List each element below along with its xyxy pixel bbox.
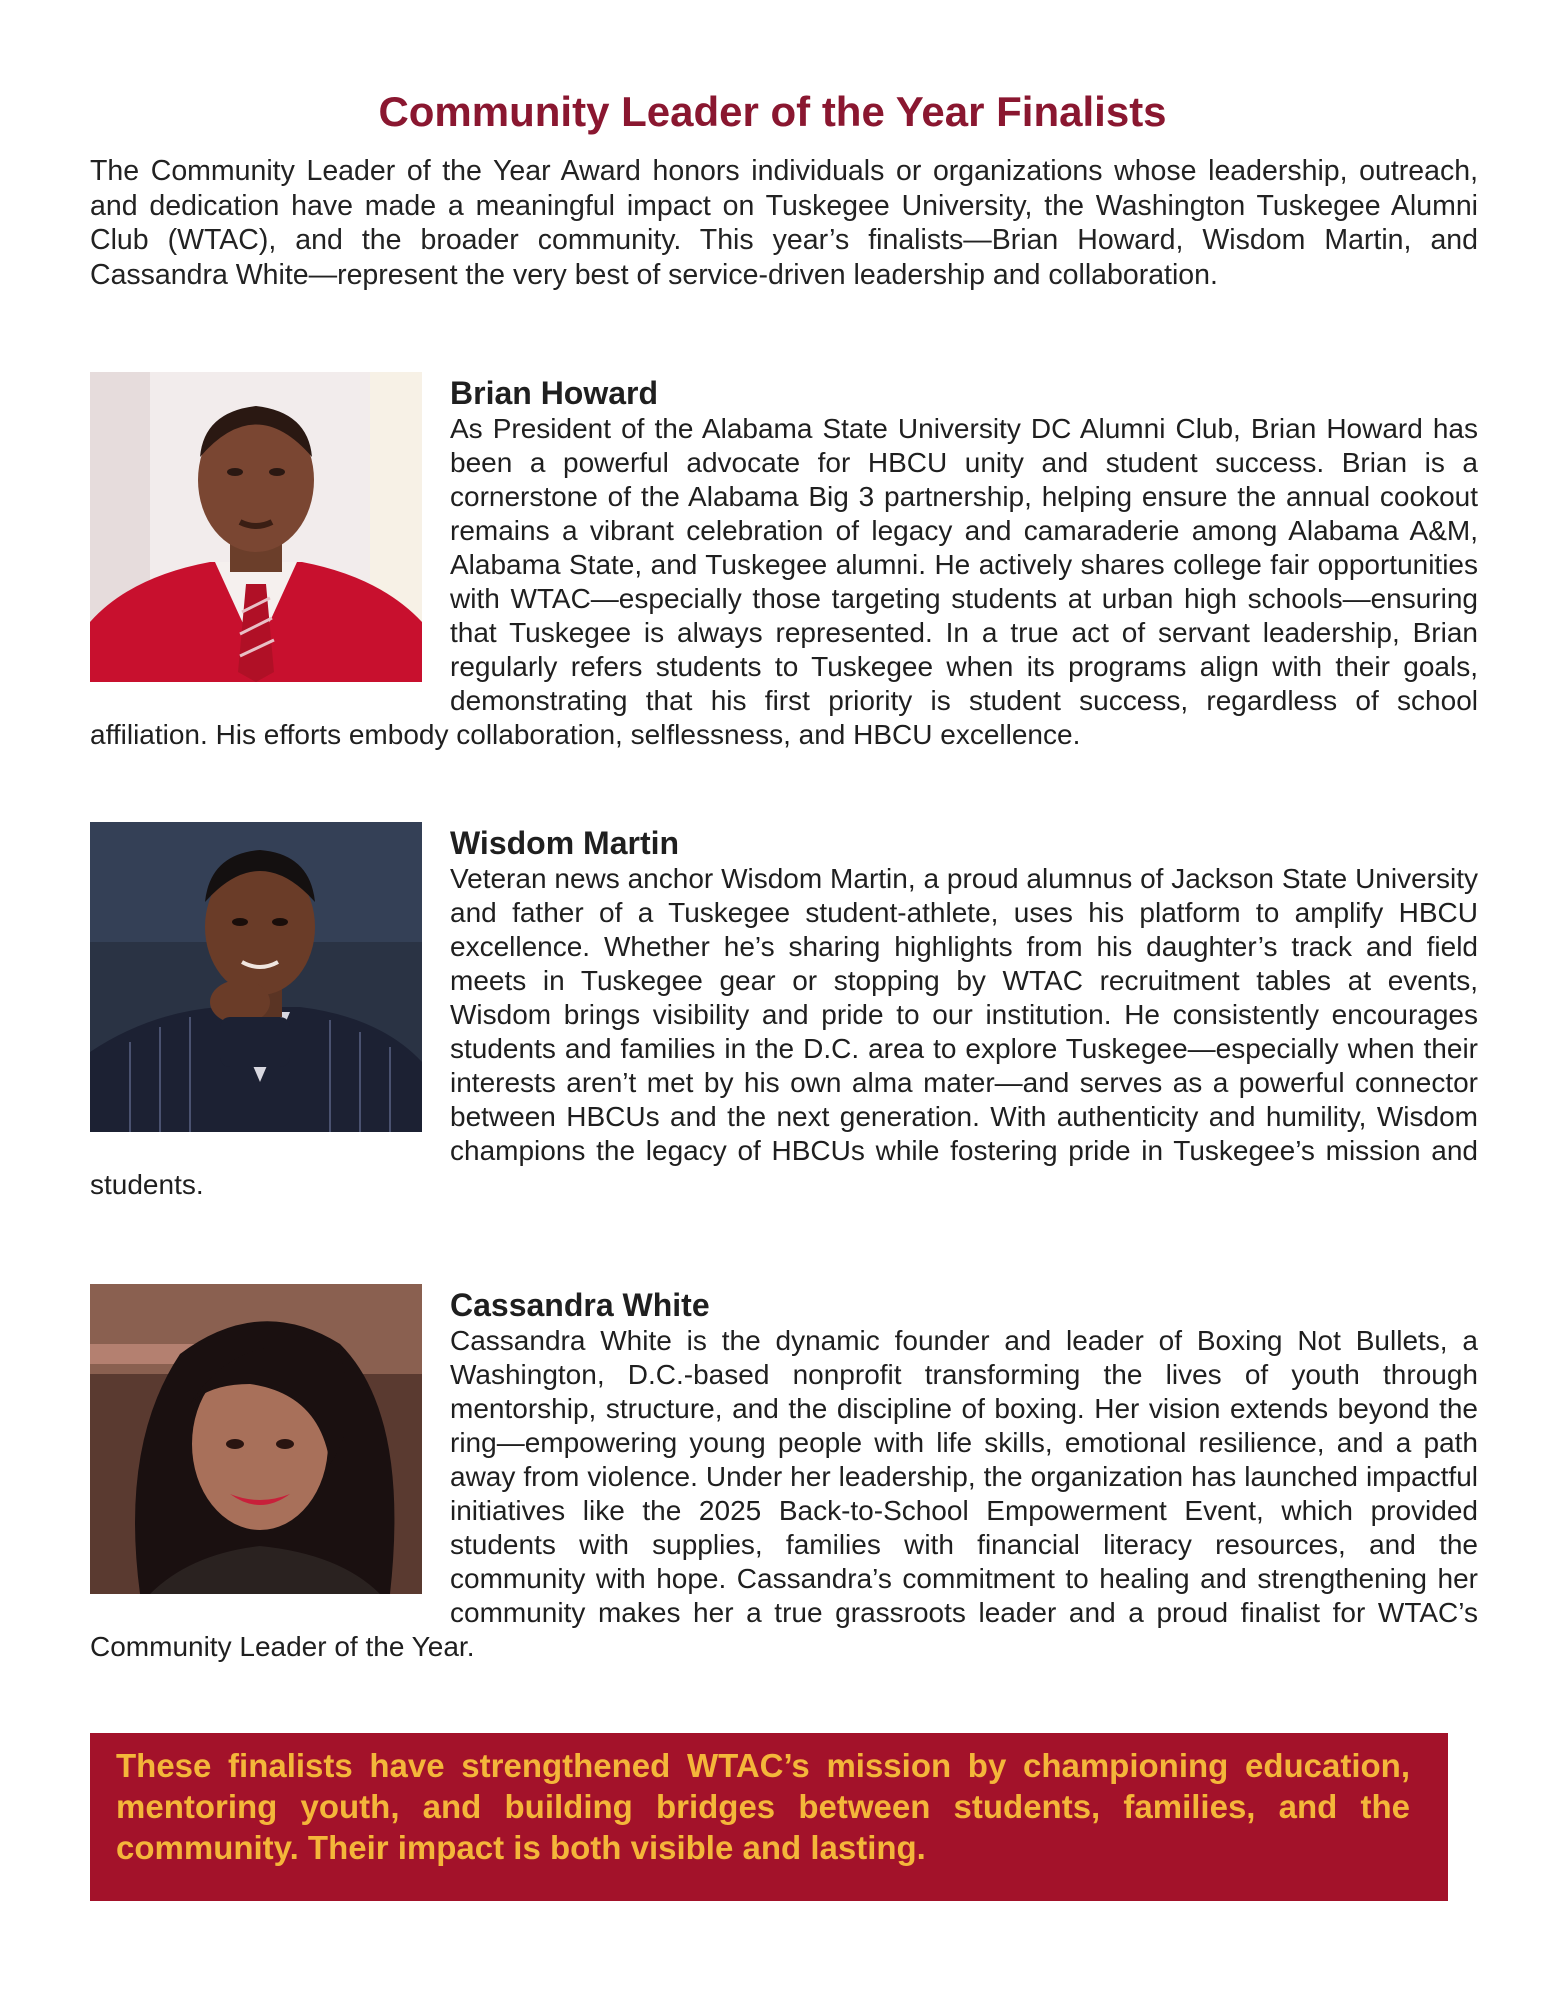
finalist-name: Cassandra White: [450, 1287, 710, 1323]
finalist-bio: Cassandra White is the dynamic founder and leader of Boxing Not Bullets, a Washington, D.C.-based nonprofit transforming the lives of youth through mentorship, structure, and the discipline of boxing. Her vision extends beyond the ring—empowering young people with life skills, emotional resilience, and a path away from violence. Under her leadership, the organization has launched impactful initiatives like the 2025 Back-to-School Empowerment Event, which provided students with supplies, families with financial literacy resources, and the community with hope. Cassandra’s commitment to healing and strengthening her community makes her a true grassroots leader and a proud finalist for WTAC’s Community Leader of the Year.: [90, 1325, 1478, 1662]
intro-paragraph: The Community Leader of the Year Award honors individuals or organizations whose leadership, outreach, and dedication have made a meaningful impact on Tuskegee University, the Washington Tuskegee Alumni Club (WTAC), and the broader community. This year’s finalists—Brian Howard, Wisdom Martin, and Cassandra White—represent the very best of service-driven leadership and collaboration.: [90, 155, 1478, 291]
portrait-image: [90, 822, 422, 1132]
finalist-brian-howard: [90, 372, 1478, 752]
finalist-name: Wisdom Martin: [450, 825, 680, 861]
banner-text: These finalists have strengthened WTAC’s mission by championing education, mentoring youth, and building bridges between students, families, and the community. Their impact is both visible and lasting.: [116, 1747, 1410, 1866]
photo-brian-howard: [90, 372, 422, 682]
finalist-bio: Veteran news anchor Wisdom Martin, a proud alumnus of Jackson State University and father of a Tuskegee student-athlete, uses his platform to amplify HBCU excellence. Whether he’s sharing highlights from his daughter’s track and field meets in Tuskegee gear or stopping by WTAC recruitment tables at events, Wisdom brings visibility and pride to our institution. He consistently encourages students and families in the D.C. area to explore Tuskegee—especially when their interests aren’t met by his own alma mater—and serves as a powerful connector between HBCUs and the next generation. With authenticity and humility, Wisdom champions the legacy of HBCUs while fostering pride in Tuskegee’s mission and students.: [90, 863, 1478, 1200]
photo-cassandra-white: [90, 1284, 422, 1594]
finalist-bio: As President of the Alabama State University DC Alumni Club, Brian Howard has been a powerful advocate for HBCU unity and student success. Brian is a cornerstone of the Alabama Big 3 partnership, helping ensure the annual cookout remains a vibrant celebration of legacy and camaraderie among Alabama A&M, Alabama State, and Tuskegee alumni. He actively shares college fair opportunities with WTAC—especially those targeting students at urban high schools—ensuring that Tuskegee is always represented. In a true act of servant leadership, Brian regularly refers students to Tuskegee when its programs align with their goals, demonstrating that his first priority is student success, regardless of school affiliation. His efforts embody collaboration, selflessness, and HBCU excellence.: [90, 413, 1478, 750]
portrait-image: [90, 372, 422, 682]
finalist-wisdom-martin: [90, 822, 1478, 1202]
photo-wisdom-martin: [90, 822, 422, 1132]
finalist-cassandra-white: [90, 1284, 1478, 1664]
finalist-name: Brian Howard: [450, 375, 659, 411]
page-title: Community Leader of the Year Finalists: [378, 88, 1167, 135]
closing-banner: [90, 1733, 1448, 1901]
portrait-image: [90, 1284, 422, 1594]
